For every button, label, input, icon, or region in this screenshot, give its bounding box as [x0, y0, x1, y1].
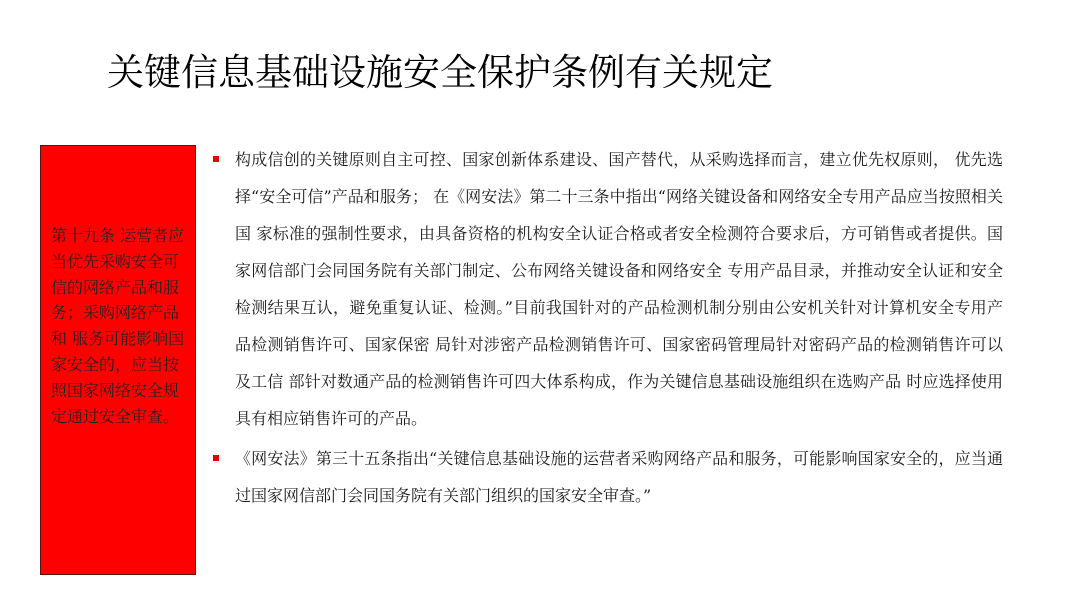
red-square-bullet-icon [213, 455, 219, 461]
bullet-item-1 [213, 141, 1003, 437]
bullet-item-text: 《网安法》第三十五条指出“关键信息基础设施的运营者采购网络产品和服务，可能影响国家安全的，应当通过国家网信部门会同国务院有关部门组织的国家安全审查。” [235, 449, 1003, 505]
slide-title: 关键信息基础设施安全保护条例有关规定 [107, 51, 773, 94]
bullet-item-2 [213, 440, 1003, 514]
bullet-item-text: 构成信创的关键原则自主可控、国家创新体系建设、国产替代，从采购选择而言，建立优先权原则， 优先选择“安全可信”产品和服务； 在《网安法》第二十三条中指出“网络关键设备和网络安全专用产品应当按照相关国 家标准的强制性要求，由具备资格的机构安全认证合格或者安全检测符合要求后，方可销售或者提供。国家网信部门会同国务院有关部门制定、公布网络关键设备和网络安全 专用产品目录，并推动安全认证和安全检测结果互认，避免重复认证、检测。”目前我国针对的产品检测机制分别由公安机关针对计算机安全专用产品检测销售许可、国家保密 局针对涉密产品检测销售许可、国家密码管理局针对密码产品的检测销售许可以及工信 部针对数通产品的检测销售许可四大体系构成，作为关键信息基础设施组织在选购产品 时应选择使用具有相应销售许可的产品。 [235, 150, 1003, 428]
bullet-list [213, 141, 1003, 514]
article-callout-box [40, 145, 196, 575]
red-square-bullet-icon [213, 156, 219, 162]
article-callout-text: 第十九条 运营者应当优先采购安全可信的网络产品和服务；采购网络产品和 服务可能影响国家安全的，应当按照国家网络安全规定通过安全审查。 [51, 226, 185, 426]
